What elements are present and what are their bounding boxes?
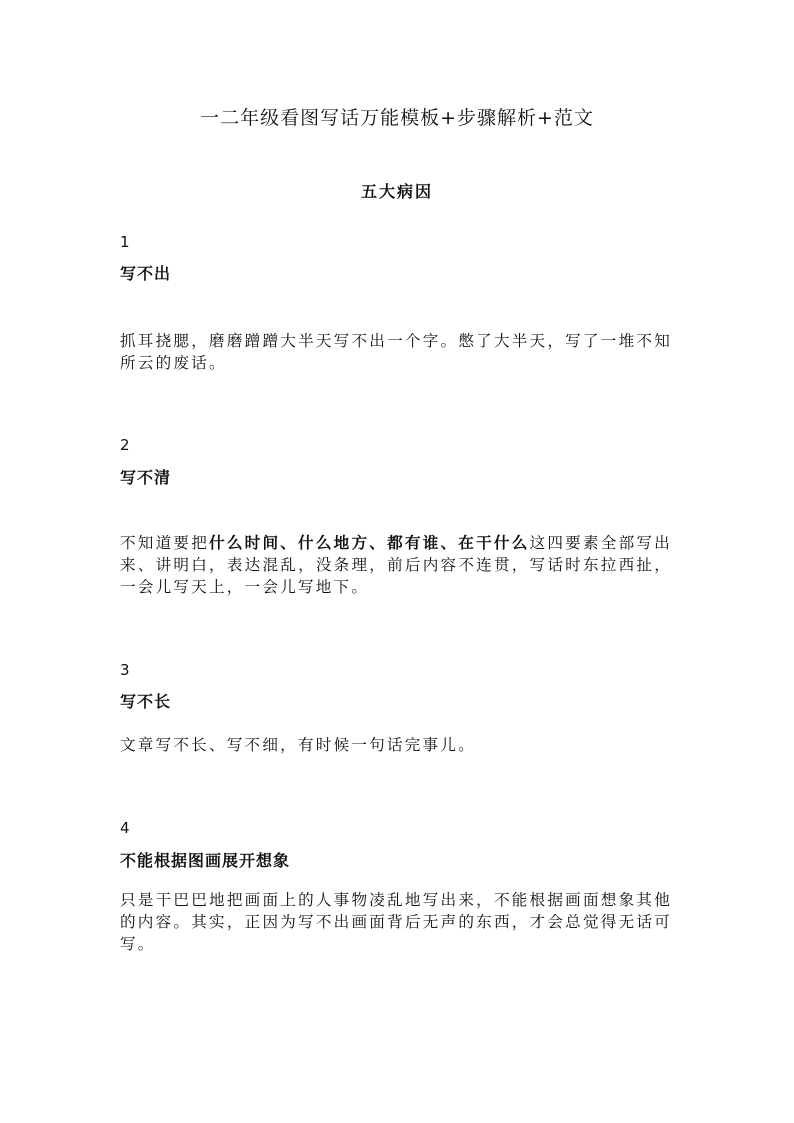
section-2-body [120, 532, 672, 598]
section-1-number: 1 [120, 233, 130, 251]
section-1-body: 抓耳挠腮，磨磨蹭蹭大半天写不出一个字。憋了大半天，写了一堆不知所云的废话。 [120, 332, 672, 372]
section-3-body: 文章写不长、写不细，有时候一句话完事儿。 [120, 736, 476, 754]
section-3-number: 3 [120, 661, 130, 679]
document-title: 一二年级看图写话万能模板+步骤解析+范文 [200, 107, 594, 129]
section-2-number: 2 [120, 436, 130, 454]
section-3-heading: 写不长 [120, 692, 172, 711]
section-4-body: 只是干巴巴地把画面上的人事物凌乱地写出来，不能根据画面想象其他的内容。其实，正因为写不出画面背后无声的东西，才会总觉得无话可写。 [120, 891, 672, 953]
section-2-body-prefix: 不知道要把 [120, 534, 210, 552]
section-2-body-suffix: 这四要素全部写出来、讲明白，表达混乱，没条理，前后内容不连贯，写话时东拉西扯，一会儿写天上，一会儿写地下。 [120, 534, 672, 596]
section-1-heading: 写不出 [120, 264, 172, 283]
section-4-number: 4 [120, 819, 130, 837]
document-subtitle: 五大病因 [360, 182, 433, 201]
section-2-body-emphasis: 什么时间、什么地方、都有谁、在干什么 [209, 534, 530, 552]
section-4-heading: 不能根据图画展开想象 [120, 851, 291, 870]
section-2-heading: 写不清 [120, 468, 172, 487]
